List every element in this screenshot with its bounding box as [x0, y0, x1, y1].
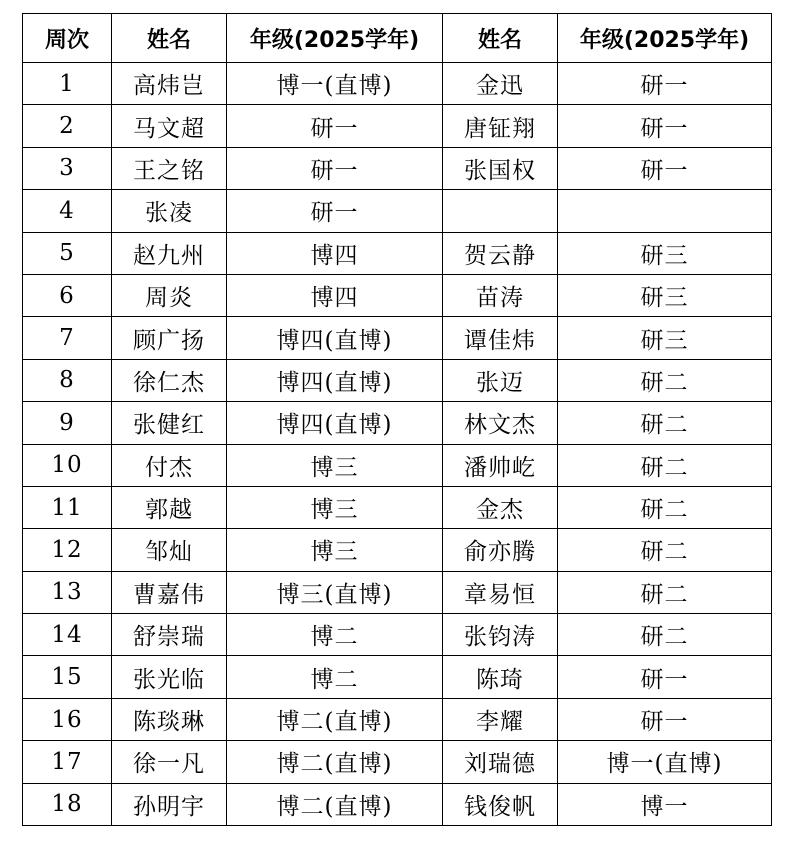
- table-row: [23, 105, 772, 147]
- grade-right-cell: 研二: [558, 571, 772, 613]
- name-left-cell: 高炜岂: [112, 63, 227, 105]
- table-row: [23, 317, 772, 359]
- grade-right-cell: 研一: [558, 63, 772, 105]
- schedule-table: [22, 13, 772, 826]
- table-row: [23, 571, 772, 613]
- week-cell: 12: [23, 529, 112, 571]
- week-cell: 4: [23, 190, 112, 232]
- name-right-cell: 谭佳炜: [443, 317, 558, 359]
- header-name-left: 姓名: [112, 14, 227, 63]
- name-right-cell: 张迈: [443, 359, 558, 401]
- grade-right-cell: 研二: [558, 444, 772, 486]
- name-left-cell: 张光临: [112, 656, 227, 698]
- week-cell: 13: [23, 571, 112, 613]
- week-cell: 3: [23, 147, 112, 189]
- table-row: [23, 486, 772, 528]
- name-left-cell: 舒崇瑞: [112, 614, 227, 656]
- grade-left-cell: 博三(直博): [227, 571, 443, 613]
- header-week: 周次: [23, 14, 112, 63]
- grade-right-cell: 研二: [558, 529, 772, 571]
- week-cell: 15: [23, 656, 112, 698]
- name-right-cell: 金杰: [443, 486, 558, 528]
- name-left-cell: 张健红: [112, 402, 227, 444]
- grade-right-cell: [558, 190, 772, 232]
- table-row: [23, 741, 772, 783]
- name-left-cell: 王之铭: [112, 147, 227, 189]
- week-cell: 18: [23, 783, 112, 825]
- grade-right-cell: 研二: [558, 359, 772, 401]
- week-cell: 5: [23, 232, 112, 274]
- header-grade-right: 年级(2025学年): [558, 14, 772, 63]
- grade-left-cell: 博三: [227, 444, 443, 486]
- table-row: [23, 656, 772, 698]
- table-row: [23, 402, 772, 444]
- week-cell: 6: [23, 274, 112, 316]
- table-row: [23, 274, 772, 316]
- name-left-cell: 顾广扬: [112, 317, 227, 359]
- table-row: [23, 783, 772, 825]
- name-right-cell: 苗涛: [443, 274, 558, 316]
- name-right-cell: 张钧涛: [443, 614, 558, 656]
- grade-right-cell: 研二: [558, 402, 772, 444]
- grade-left-cell: 博四(直博): [227, 359, 443, 401]
- name-left-cell: 周炎: [112, 274, 227, 316]
- grade-left-cell: 博一(直博): [227, 63, 443, 105]
- header-name-right: 姓名: [443, 14, 558, 63]
- grade-left-cell: 研一: [227, 190, 443, 232]
- table-row: [23, 190, 772, 232]
- grade-left-cell: 博三: [227, 486, 443, 528]
- name-left-cell: 马文超: [112, 105, 227, 147]
- grade-left-cell: 研一: [227, 147, 443, 189]
- week-cell: 8: [23, 359, 112, 401]
- name-left-cell: 赵九州: [112, 232, 227, 274]
- grade-right-cell: 研二: [558, 486, 772, 528]
- name-left-cell: 郭越: [112, 486, 227, 528]
- week-cell: 17: [23, 741, 112, 783]
- grade-right-cell: 研一: [558, 698, 772, 740]
- name-left-cell: 张凌: [112, 190, 227, 232]
- week-cell: 1: [23, 63, 112, 105]
- grade-right-cell: 研一: [558, 105, 772, 147]
- grade-left-cell: 博二(直博): [227, 698, 443, 740]
- grade-right-cell: 研一: [558, 147, 772, 189]
- table-row: [23, 698, 772, 740]
- table-body: [23, 63, 772, 826]
- grade-right-cell: 博一: [558, 783, 772, 825]
- grade-left-cell: 博三: [227, 529, 443, 571]
- grade-right-cell: 研三: [558, 274, 772, 316]
- name-left-cell: 付杰: [112, 444, 227, 486]
- table-row: [23, 63, 772, 105]
- grade-left-cell: 博四: [227, 232, 443, 274]
- week-cell: 9: [23, 402, 112, 444]
- grade-left-cell: 博四(直博): [227, 317, 443, 359]
- grade-left-cell: 博二: [227, 614, 443, 656]
- table-row: [23, 232, 772, 274]
- grade-right-cell: 研二: [558, 614, 772, 656]
- name-right-cell: 林文杰: [443, 402, 558, 444]
- name-right-cell: 金迅: [443, 63, 558, 105]
- table-row: [23, 614, 772, 656]
- name-right-cell: 唐钲翔: [443, 105, 558, 147]
- week-cell: 16: [23, 698, 112, 740]
- name-right-cell: 刘瑞德: [443, 741, 558, 783]
- grade-left-cell: 博四: [227, 274, 443, 316]
- name-right-cell: 章易恒: [443, 571, 558, 613]
- name-right-cell: 钱俊帆: [443, 783, 558, 825]
- table-row: [23, 147, 772, 189]
- name-left-cell: 曹嘉伟: [112, 571, 227, 613]
- name-left-cell: 徐仁杰: [112, 359, 227, 401]
- name-right-cell: 张国权: [443, 147, 558, 189]
- name-left-cell: 陈琰琳: [112, 698, 227, 740]
- grade-left-cell: 博二(直博): [227, 783, 443, 825]
- header-row: [23, 14, 772, 63]
- week-cell: 11: [23, 486, 112, 528]
- name-right-cell: 潘帅屹: [443, 444, 558, 486]
- grade-left-cell: 研一: [227, 105, 443, 147]
- grade-right-cell: 研三: [558, 317, 772, 359]
- name-right-cell: 贺云静: [443, 232, 558, 274]
- name-left-cell: 徐一凡: [112, 741, 227, 783]
- grade-right-cell: 研一: [558, 656, 772, 698]
- table-row: [23, 529, 772, 571]
- name-left-cell: 邹灿: [112, 529, 227, 571]
- week-cell: 10: [23, 444, 112, 486]
- table-row: [23, 444, 772, 486]
- week-cell: 7: [23, 317, 112, 359]
- grade-left-cell: 博二(直博): [227, 741, 443, 783]
- grade-left-cell: 博四(直博): [227, 402, 443, 444]
- grade-right-cell: 博一(直博): [558, 741, 772, 783]
- grade-left-cell: 博二: [227, 656, 443, 698]
- grade-right-cell: 研三: [558, 232, 772, 274]
- name-right-cell: 李耀: [443, 698, 558, 740]
- week-cell: 14: [23, 614, 112, 656]
- name-right-cell: 俞亦腾: [443, 529, 558, 571]
- name-left-cell: 孙明宇: [112, 783, 227, 825]
- week-cell: 2: [23, 105, 112, 147]
- name-right-cell: 陈琦: [443, 656, 558, 698]
- name-right-cell: [443, 190, 558, 232]
- table-row: [23, 359, 772, 401]
- header-grade-left: 年级(2025学年): [227, 14, 443, 63]
